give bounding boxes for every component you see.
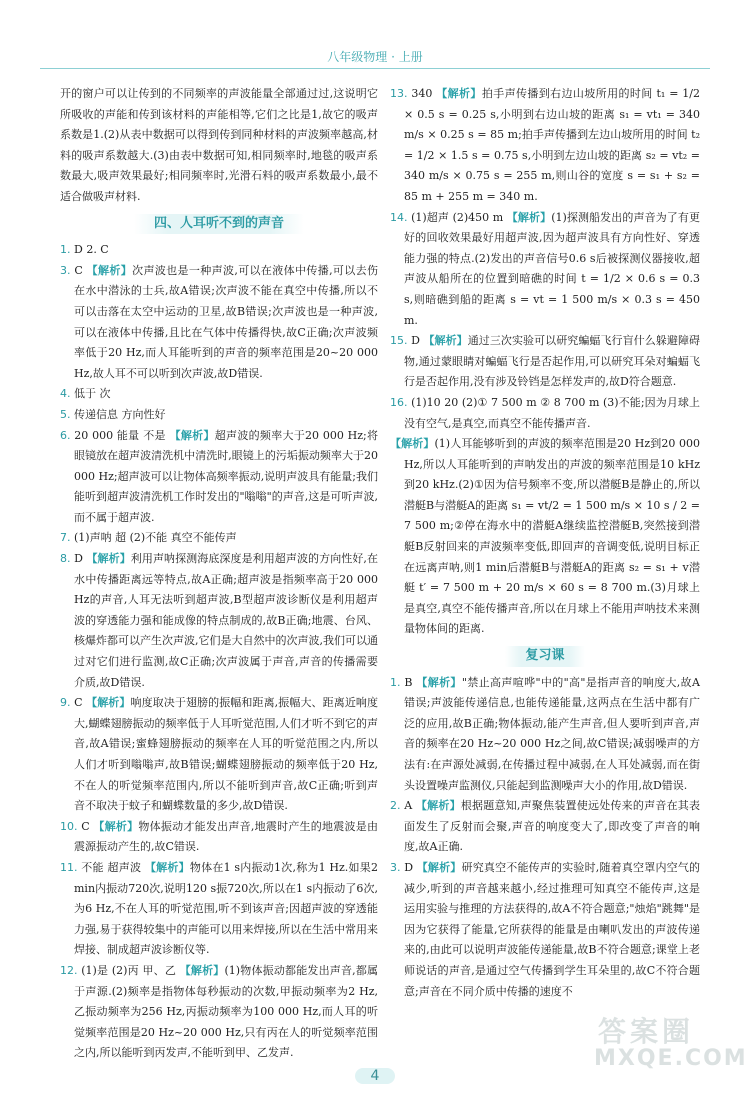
answer-number: 9. [60,696,71,710]
analysis-tag: 【解析】 [415,799,461,813]
answer-number: 15. [390,334,408,348]
analysis-tag: 【解析】 [436,87,482,100]
analysis-text: 通过三次实验可以研究蝙蝠飞行盲什么躲避障碍物,通过蒙眼睛对蝙蝠飞行是否起作用,可以研究耳朵对蝙蝠飞行是否起作用,没有涉及铃铛是怎样发声的,故D符合题意. [404,334,701,389]
analysis-tag: 【解析】 [416,860,462,874]
answer-item [60,549,378,693]
analysis-text: 利用声呐探测海底深度是利用超声波的方向性好,在水中传播距离远等特点,故A正确;超声波是指频率高于20 000 Hz的声音,人耳无法听到超声波,B型超声波诊断仪是利用超声波的穿透能力强和能成像的特点制成的,故B正确;地震、台风、核爆炸都可以产生次声波,它们是大自然中的次声波,我们可以通过对它们进行监测,故C正确;次声波属于声音,声音的传播需要介质,故D错误. [74,552,378,689]
answer-number: 16. [390,395,408,409]
analysis-tag: 【解析】 [86,263,133,277]
answer-item [390,858,700,1002]
analysis-tag: 【解析】 [179,963,225,977]
answer-number: 12. [60,963,78,977]
answer-item [60,693,378,817]
answer-number: 7. [60,531,71,545]
answer-number: 4. [60,387,71,401]
answer-number: 3. [390,860,401,874]
analysis-text: "禁止高声喧哗"中的"高"是指声音的响度大,故A错误;声波能传递信息,也能传递能量,这两点在生活中都有广泛的应用,故B正确;物体振动,能产生声音,但人要听到声音,声音的频率在20 Hz~20 000 Hz之间,故C错误;减弱噪声的方法有:在声源处减弱,在传播过程中减弱,在人耳处减弱,而在街头设置噪声监测仪,只能起到监测噪声大小的作用,故D错误. [404,675,700,792]
intro-paragraph: 开的窗户可以让传到的不同频率的声波能量全部通过过,这说明它所吸收的声能和传到该材料的声能相等,它们之比是1,故它的吸声系数是1.(2)从表中数据可以得到传到同种材料的声波频率越高,材料的吸声系数越大.(3)由表中数据可知,相同频率时,地毯的吸声系数最大,吸声效果最好;相同频率时,光滑石料的吸声系数最小,最不适合做吸声材料. [60,87,378,203]
analysis-text: (1)物体振动都能发出声音,都属于声源.(2)频率是指物体每秒振动的次数,甲振动频率为2 Hz,乙振动频率为256 Hz,丙振动频率为100 000 Hz,而人耳的听觉频率范围是20 Hz~20 000 Hz,只有丙在人的听觉频率范围之内,所以能听到丙发声,不能听到甲、乙发声. [74,963,379,1060]
answer-number: 2. [390,799,401,813]
analysis-text: 次声波也是一种声波,可以在液体中传播,可以去伤在水中潜泳的士兵,故A错误;次声波不能在真空中传播,所以不可以击落在太空中运动的卫星,故B错误;次声波也是一种声波,可以在液体中传播,且比在气体中传播得快,故C正确;次声波频率低于20 Hz,而人耳能听到的声音的频率范围是20~20 000 Hz,故人耳不可以听到次声波,故D错误. [74,263,379,380]
answer-item [60,405,378,426]
answer-number: 8. [60,552,71,566]
analysis-tag: 【解析】 [86,552,131,566]
answer-item [60,528,378,549]
answer-list-left [60,240,378,1064]
answer-key: D [404,860,417,874]
answer-item [390,84,700,208]
watermark-logo [588,1010,748,1080]
answer-number: 14. [390,210,408,224]
answer-item [60,426,378,529]
analysis-tag: 【解析】 [86,696,131,710]
answer-key: (1)是 (2)丙 甲、乙 [81,963,180,977]
answer-key: (1)10 20 (2)① 7 500 m ② 8 700 m (3)不能;因为月球上没有空气,是真空,而真空不能传播声音. [404,395,701,430]
analysis-text: 物体振动才能发出声音,地震时产生的地震波是由震源振动产生的,故C错误. [74,819,379,854]
analysis-tag: 【解析】 [169,428,215,442]
watermark-line1: 答案圈 [598,1015,695,1048]
answer-key: 20 000 能量 不是 [74,428,170,442]
answer-key: (1)超声 (2)450 m [411,210,507,224]
answer-key: 传递信息 方向性好 [74,407,166,421]
analysis-text: 拍手声传播到右边山坡所用的时间 t₁ = 1/2 × 0.5 s = 0.25 s,小明到右边山坡的距离 s₁ = vt₁ = 340 m/s × 0.25 s = 85 m;拍手声传播到左边山坡所用的时间 t₂ = 1/2 × 1.5 s = 0.75 s,小明到左边山坡的距离 s₂ = vt₂ = 340 m/s × 0.75 s = 255 m,则山谷的宽度 s = s₁ + s₂ = 85 m + 255 m = 340 m. [404,87,701,203]
right-column [390,84,700,1002]
answer-item [60,961,378,1064]
answer-key: C [74,696,87,710]
answer-key: 低于 次 [74,387,111,401]
analysis-tag: 【解析】 [144,860,190,874]
header-title: 八年级物理 · 上册 [327,50,423,64]
page-number-label: 4 [355,1068,396,1084]
watermark-line2: MXQE.COM [594,1046,748,1071]
answer-item [390,434,700,640]
page-number [340,1068,410,1090]
analysis-text: (1)探测船发出的声音为了有更好的回收效果最好用超声波,因为超声波具有方向性好、穿透能力强的特点.(2)发出的声音信号0.6 s后被探测仪器接收,超声波从船所在的位置到暗礁的时间 t = 1/2 × 0.6 s = 0.3 s,则暗礁到船的距离 s = vt = 1 500 m/s × 0.3 s = 450 m. [404,210,700,327]
answer-key: D [74,552,87,566]
answer-key: D [411,334,424,348]
answer-number: 11. [60,860,78,874]
section-heading-review [390,646,700,667]
answer-number: 1. [60,243,71,257]
answer-number: 1. [390,675,401,689]
analysis-text: 物体在1 s内振动1次,称为1 Hz.如果2 min内振动720次,说明120 s振720次,所以在1 s内振动了6次,为6 Hz,不在人耳的听觉范围,听不到该声音;因超声波的穿透能力强,易于获得较集中的声能可以用来焊接,所以在生活中常用来焊接、制成超声波诊断仪等. [74,860,379,957]
answer-item [60,384,378,405]
answer-number: 6. [60,428,71,442]
answer-list-right-b [390,673,700,1003]
page-header [0,0,750,70]
answer-number: 10. [60,819,78,833]
answer-key: C [74,263,87,277]
answer-key: B [404,675,417,689]
answer-item [390,673,700,797]
left-column [60,84,378,1064]
answer-item [60,240,378,261]
answer-number: 5. [60,407,71,421]
section-heading-left [60,214,378,235]
answer-item [390,208,700,332]
answer-key: 340 [411,87,437,100]
answer-number: 13. [390,87,408,100]
analysis-tag: 【解析】 [93,819,139,833]
answer-key: D 2. C [74,243,109,257]
answer-item [60,858,378,961]
analysis-tag: 【解析】 [416,675,462,689]
section-title: 四、人耳听不到的声音 [134,214,304,235]
review-title: 复习课 [505,646,584,667]
analysis-text: (1)人耳能够听到的声波的频率范围是20 Hz到20 000 Hz,所以人耳能听到的声呐发出的声波的频率范围是10 kHz到20 kHz.(2)①因为信号频率不变,所以潜艇B是静止的,所以潜艇B与潜艇A的距离 s₁ = vt/2 = 1 500 m/s × 10 s / 2 = 7 500 m;②停在海水中的潜艇A继续监控潜艇B,突然接到潜艇B反射回来的声波频率变低,即回声的音调变低,说明目标正在远离声呐,则1 min后潜艇B与潜艇A的距离 s₂ = s₁ + v潜艇 t′ = 7 500 m + 20 m/s × 60 s = 8 700 m.(3)月球上是真空,真空不能传播声音,所以在月球上不能用声呐技术来测量物体间的距离. [404,437,701,636]
analysis-text: 根据题意知,声聚焦装置使远处传来的声音在其表面发生了反射而会聚,声音的响度变大了,即改变了声音的响度,故A正确. [404,799,701,854]
analysis-tag: 【解析】 [390,437,435,451]
answer-key: (1)声呐 超 (2)不能 真空不能传声 [74,531,237,545]
analysis-text: 超声波的频率大于20 000 Hz;将眼镜放在超声波清洗机中清洗时,眼镜上的污垢振动频率大于20 000 Hz;超声波可以让物体高频率振动,说明声波具有能量;我们能听到超声波清洗机工作时发出的"嗡嗡"的声音,这是可听声波,而不属于超声波. [74,428,379,524]
header-divider [40,68,710,69]
answer-key: A [404,799,416,813]
answer-item [390,393,700,434]
analysis-text: 研究真空不能传声的实验时,随着真空罩内空气的减少,听到的声音越来越小,经过推理可知真空不能传声,这是运用实验与推理的方法获得的,故A不符合题意;"烛焰"跳舞"是因为它获得了能量,它所获得的能量是由喇叭发出的声波传递来的,由此可以说明声波能传递能量,故B不符合题意;课堂上老师说话的声音,是通过空气传播到学生耳朵里的,故C不符合题意;声音在不同介质中传播的速度不 [404,860,701,998]
answer-list-right-a [390,84,700,640]
answer-item [60,817,378,858]
answer-item [390,331,700,393]
analysis-tag: 【解析】 [423,334,468,348]
answer-key: C [81,819,94,833]
answer-item [390,796,700,858]
answer-key: 不能 超声波 [81,860,145,874]
answer-item [60,261,378,385]
answer-number: 3. [60,263,71,277]
analysis-tag: 【解析】 [506,210,552,224]
analysis-text: 响度取决于翅膀的振幅和距离,振幅大、距离近响度大,蝴蝶翅膀振动的频率低于人耳听觉范围,人们才听不到它的声音,故A错误;蜜蜂翅膀振动的频率在人耳的听觉范围之内,所以人们才听到嗡嗡声,故B错误;蝴蝶翅膀振动的频率低于20 Hz,不在人的听觉频率范围内,所以不能听到声音,故C正确;听到声音不取决于蚊子和蝴蝶数量的多少,故D错误. [74,696,379,813]
